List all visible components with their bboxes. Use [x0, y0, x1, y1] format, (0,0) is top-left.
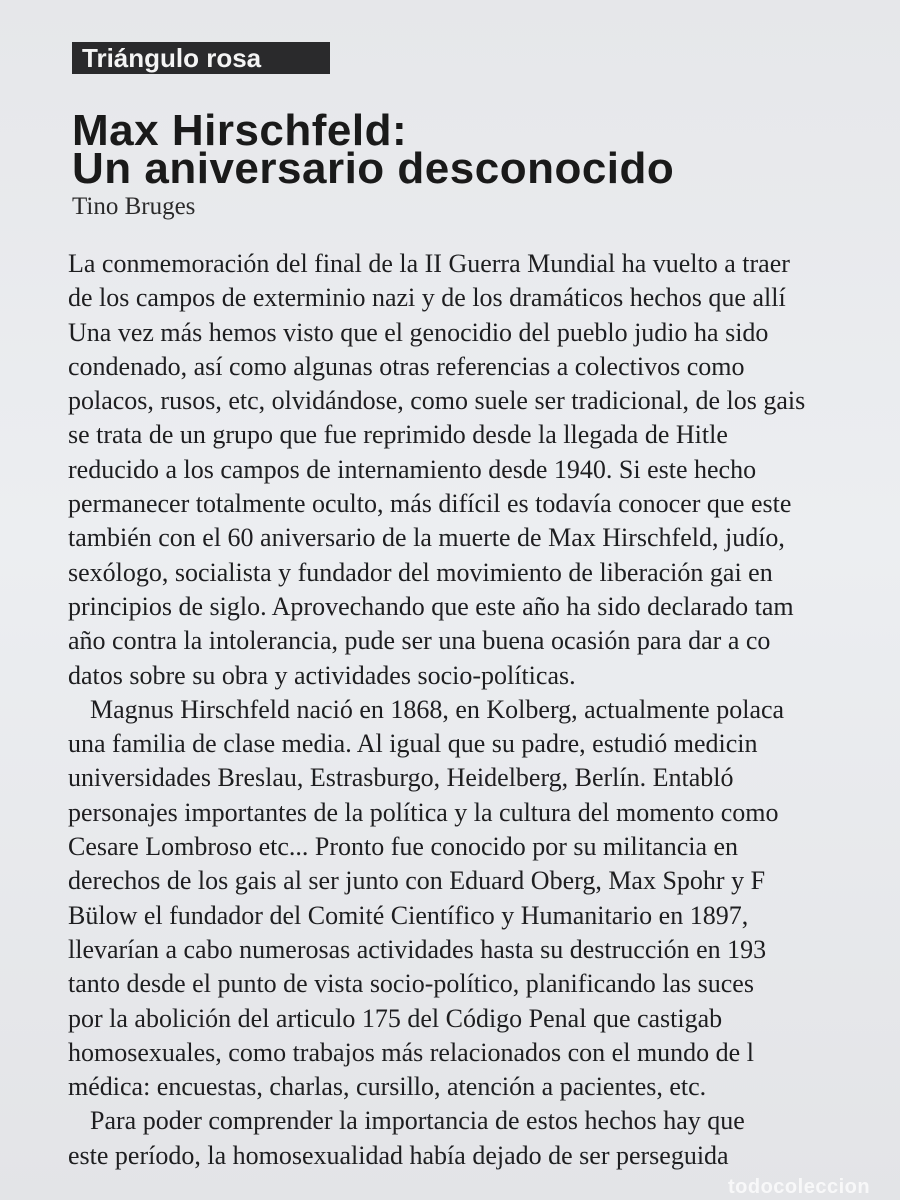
- text-line: polacos, rusos, etc, olvidándose, como suele ser tradicional, de los gais: [68, 386, 806, 416]
- paragraph-1: [68, 247, 900, 693]
- article-body: [68, 247, 900, 1173]
- text-line: llevarían a cabo numerosas actividades hasta su destrucción en 193: [68, 934, 767, 964]
- text-line: Cesare Lombroso etc... Pronto fue conocido por su militancia en: [68, 832, 739, 862]
- article-title: [72, 106, 872, 193]
- text-line: también con el 60 aniversario de la muerte de Max Hirschfeld, judío,: [68, 523, 785, 553]
- text-line: tanto desde el punto de vista socio-político, planificando las suces: [68, 969, 754, 999]
- text-line: Una vez más hemos visto que el genocidio del pueblo judio ha sido: [68, 317, 769, 347]
- text-line: una familia de clase media. Al igual que su padre, estudió medicin: [68, 729, 758, 759]
- text-line: condenado, así como algunas otras referencias a colectivos como: [68, 351, 745, 381]
- text-line: La conmemoración del final de la II Guerra Mundial ha vuelto a traer: [68, 249, 790, 278]
- text-line: personajes importantes de la política y la cultura del momento como: [68, 797, 779, 827]
- text-line: médica: encuestas, charlas, cursillo, atención a pacientes, etc.: [68, 1072, 707, 1102]
- text-line: año contra la intolerancia, pude ser una buena ocasión para dar a co: [68, 626, 771, 656]
- text-line: por la abolición del articulo 175 del Código Penal que castigab: [68, 1003, 723, 1033]
- title-line-1: Max Hirschfeld:: [72, 106, 408, 155]
- text-line: principios de siglo. Aprovechando que este año ha sido declarado tam: [68, 591, 794, 621]
- text-line: Bülow el fundador del Comité Científico y Humanitario en 1897,: [68, 900, 749, 930]
- text-line: datos sobre su obra y actividades socio-políticas.: [68, 660, 576, 690]
- text-line: Magnus Hirschfeld nació en 1868, en Kolberg, actualmente polaca: [90, 694, 785, 724]
- text-line: este período, la homosexualidad había dejado de ser perseguida: [68, 1140, 729, 1170]
- article-author: Tino Bruges: [72, 193, 196, 220]
- text-line: homosexuales, como trabajos más relacionados con el mundo de l: [68, 1037, 754, 1067]
- text-line: se trata de un grupo que fue reprimido desde la llegada de Hitle: [68, 420, 728, 450]
- section-label: Triángulo rosa: [72, 42, 330, 74]
- text-line: de los campos de exterminio nazi y de los dramáticos hechos que allí: [68, 283, 786, 313]
- paragraph-3: [68, 1104, 900, 1173]
- text-line: permanecer totalmente oculto, más difícil es todavía conocer que este: [68, 489, 792, 519]
- text-line: derechos de los gais al ser junto con Eduard Oberg, Max Spohr y F: [68, 866, 766, 896]
- text-line: sexólogo, socialista y fundador del movimiento de liberación gai en: [68, 557, 773, 587]
- text-line: universidades Breslau, Estrasburgo, Heidelberg, Berlín. Entabló: [68, 763, 734, 793]
- paragraph-2: [68, 693, 900, 1105]
- title-line-2: Un aniversario desconocido: [72, 144, 675, 193]
- text-line: Para poder comprender la importancia de estos hechos hay que: [90, 1106, 745, 1136]
- watermark-logo: todocoleccion: [728, 1176, 871, 1198]
- text-line: reducido a los campos de internamiento desde 1940. Si este hecho: [68, 454, 757, 484]
